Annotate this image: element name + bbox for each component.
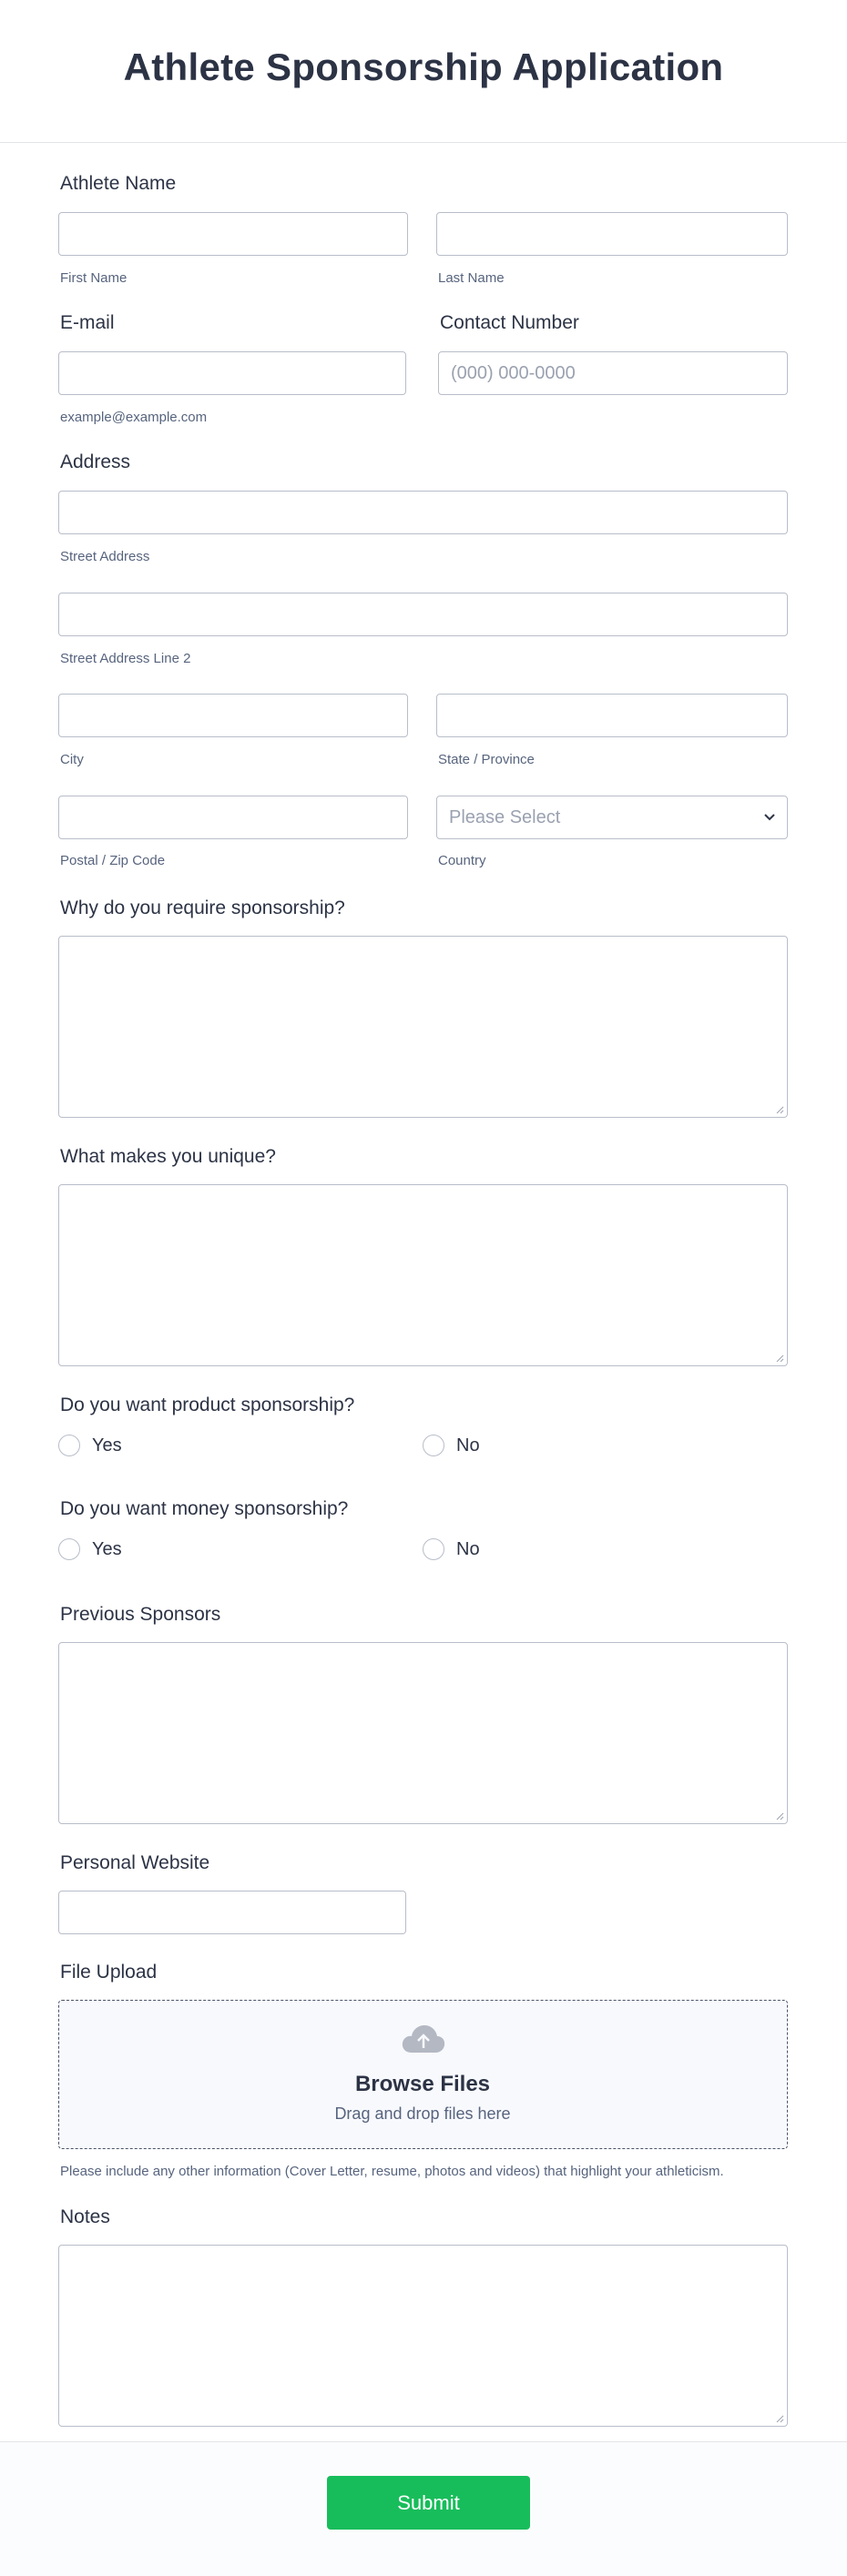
contact-number-field[interactable]: [438, 351, 788, 395]
previous-sponsors-textarea[interactable]: [58, 1642, 788, 1824]
email-sublabel: example@example.com: [60, 410, 208, 425]
money-sponsorship-no-label: No: [456, 1539, 480, 1559]
street-address-sublabel: Street Address: [60, 549, 150, 564]
browse-files-text[interactable]: Browse Files: [354, 2072, 491, 2096]
state-province-input[interactable]: [436, 694, 788, 737]
money-sponsorship-label: Do you want money sponsorship?: [60, 1498, 349, 1519]
personal-website-input[interactable]: [58, 1891, 406, 1934]
email-field[interactable]: [58, 351, 406, 395]
country-sublabel: Country: [438, 853, 486, 868]
first-name-input[interactable]: [58, 212, 408, 256]
country-select[interactable]: [436, 796, 788, 839]
street-address-input[interactable]: [58, 491, 788, 534]
first-name-sublabel: First Name: [60, 270, 128, 286]
notes-textarea[interactable]: [58, 2245, 788, 2427]
unique-label: What makes you unique?: [60, 1146, 276, 1167]
address-label: Address: [60, 451, 131, 472]
last-name-sublabel: Last Name: [438, 270, 505, 286]
athlete-name-label: Athlete Name: [60, 173, 177, 194]
product-sponsorship-no-radio[interactable]: [423, 1435, 444, 1456]
country-select-placeholder: Please Select: [449, 807, 561, 827]
submit-button[interactable]: Submit: [327, 2476, 530, 2530]
contact-number-label: Contact Number: [440, 312, 579, 333]
money-sponsorship-yes-radio[interactable]: [58, 1538, 80, 1560]
cloud-upload-icon: [401, 2023, 446, 2054]
file-upload-dropzone[interactable]: [58, 2000, 788, 2149]
state-province-sublabel: State / Province: [438, 752, 535, 767]
postal-code-input[interactable]: [58, 796, 408, 839]
last-name-input[interactable]: [436, 212, 788, 256]
product-sponsorship-label: Do you want product sponsorship?: [60, 1394, 355, 1415]
postal-code-sublabel: Postal / Zip Code: [60, 853, 166, 868]
email-label: E-mail: [60, 312, 115, 333]
contact-number-placeholder: (000) 000-0000: [451, 363, 576, 383]
resize-grip-icon: [775, 1354, 784, 1363]
money-sponsorship-no-radio[interactable]: [423, 1538, 444, 1560]
resize-grip-icon: [775, 1105, 784, 1114]
product-sponsorship-no-label: No: [456, 1435, 480, 1455]
why-sponsorship-textarea[interactable]: [58, 936, 788, 1118]
product-sponsorship-yes-label: Yes: [92, 1435, 122, 1455]
notes-label: Notes: [60, 2206, 110, 2227]
file-upload-sublabel: Please include any other information (Cover Letter, resume, photos and videos) that highlight your athleticism.: [60, 2164, 724, 2179]
money-sponsorship-yes-label: Yes: [92, 1539, 122, 1559]
city-input[interactable]: [58, 694, 408, 737]
street-address-line2-sublabel: Street Address Line 2: [60, 651, 191, 666]
city-sublabel: City: [60, 752, 84, 767]
resize-grip-icon: [775, 2414, 784, 2423]
street-address-line2-input[interactable]: [58, 593, 788, 636]
product-sponsorship-yes-radio[interactable]: [58, 1435, 80, 1456]
why-sponsorship-label: Why do you require sponsorship?: [60, 898, 345, 918]
personal-website-label: Personal Website: [60, 1852, 210, 1873]
form-header: [0, 0, 847, 143]
file-upload-label: File Upload: [60, 1962, 158, 1983]
resize-grip-icon: [775, 1811, 784, 1820]
previous-sponsors-label: Previous Sponsors: [60, 1604, 221, 1625]
chevron-down-icon: [763, 813, 776, 822]
form-title: Athlete Sponsorship Application: [123, 46, 724, 88]
drag-drop-text: Drag and drop files here: [334, 2104, 511, 2123]
unique-textarea[interactable]: [58, 1184, 788, 1366]
